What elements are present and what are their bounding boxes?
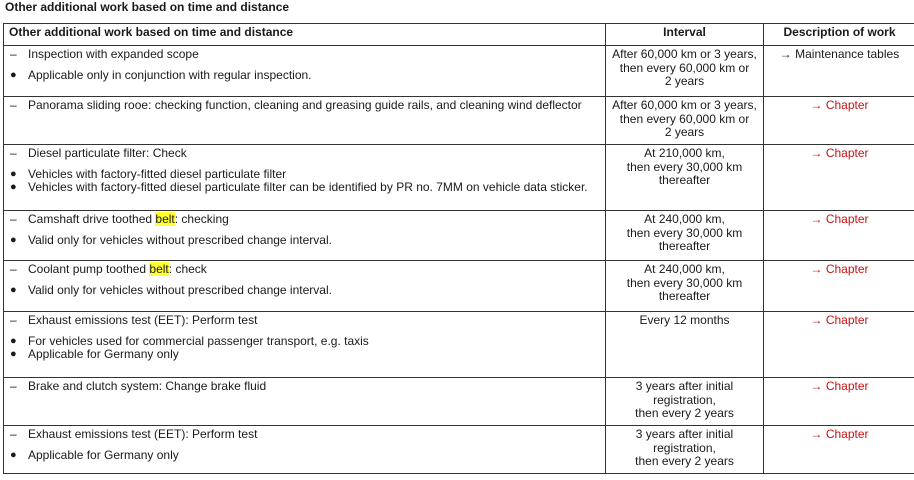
dash-marker: – — [10, 262, 17, 276]
note-text: Valid only for vehicles without prescribed change interval. — [28, 282, 332, 297]
table-row — [4, 312, 914, 378]
interval-line: then every 2 years — [635, 454, 734, 468]
interval-line: registration, — [653, 392, 716, 407]
description-cell — [764, 145, 914, 211]
interval-line: 2 years — [664, 74, 705, 88]
interval-line: then every 30,000 km — [626, 159, 743, 174]
task-text-end: : checking — [174, 212, 229, 226]
interval-cell — [606, 145, 764, 211]
interval-line: After 60,000 km or 3 years, — [612, 98, 757, 112]
task-text-end: : check — [168, 262, 207, 276]
highlighted-term: belt — [149, 262, 169, 276]
description-cell — [764, 426, 914, 474]
interval-line: Every 12 months — [639, 313, 730, 327]
task-text: Brake and clutch system: Change brake fluid — [28, 379, 267, 393]
bullet-icon: ● — [10, 181, 17, 193]
note-text: Applicable for Germany only — [28, 447, 179, 462]
interval-line: At 210,000 km, — [644, 146, 725, 160]
bullet-icon: ● — [10, 334, 17, 347]
description-cell — [764, 312, 914, 378]
dash-marker: – — [10, 427, 17, 441]
dash-marker: – — [10, 212, 17, 226]
maintenance-tables-link[interactable]: → Maintenance tables — [779, 47, 900, 61]
dash-marker: – — [10, 146, 17, 160]
interval-line: thereafter — [658, 173, 711, 187]
header-interval: Interval — [606, 24, 764, 46]
interval-cell — [606, 378, 764, 426]
task-text: Exhaust emissions test (EET): Perform test — [28, 427, 258, 441]
note-text: For vehicles used for commercial passenger transport, e.g. taxis — [28, 333, 369, 348]
task-text: Inspection with expanded scope — [28, 47, 199, 61]
interval-line: thereafter — [658, 239, 711, 253]
work-cell — [4, 211, 606, 261]
work-cell — [4, 378, 606, 426]
work-cell — [4, 145, 606, 211]
description-cell — [764, 378, 914, 426]
work-cell — [4, 312, 606, 378]
interval-line: 2 years — [664, 125, 705, 139]
page-heading: Other additional work based on time and distance — [5, 0, 290, 14]
task-text: Diesel particulate filter: Check — [28, 146, 187, 160]
description-cell — [764, 97, 914, 145]
bullet-icon: ● — [10, 283, 17, 296]
interval-cell — [606, 312, 764, 378]
interval-line: then every 30,000 km — [626, 275, 743, 290]
table-row — [4, 378, 914, 426]
maintenance-work-table — [3, 23, 914, 474]
dash-marker: – — [10, 379, 17, 393]
task-text: Panorama sliding rooe: checking function, cleaning and greasing guide rails, and cleaning wind deflector — [28, 98, 582, 112]
bullet-icon: ● — [10, 348, 17, 360]
description-cell — [764, 46, 914, 97]
work-cell — [4, 426, 606, 474]
task-text: Exhaust emissions test (EET): Perform test — [28, 313, 258, 327]
chapter-link[interactable]: → Chapter — [810, 262, 869, 276]
interval-cell — [606, 46, 764, 97]
chapter-link[interactable]: → Chapter — [810, 212, 869, 226]
task-text — [28, 213, 229, 227]
interval-line: At 240,000 km, — [644, 262, 725, 276]
task-text-start: Coolant pump toothed — [28, 262, 150, 276]
chapter-link[interactable]: → Chapter — [810, 98, 869, 112]
interval-line: then every 2 years — [635, 406, 734, 420]
interval-line: 3 years after initial — [635, 427, 734, 441]
chapter-link[interactable]: → Chapter — [810, 146, 869, 160]
interval-line: After 60,000 km or 3 years, — [612, 47, 757, 61]
description-cell — [764, 261, 914, 312]
header-description: Description of work — [764, 24, 914, 46]
dash-marker: – — [10, 47, 17, 61]
work-cell — [4, 46, 606, 97]
work-cell — [4, 97, 606, 145]
table-header-row — [4, 24, 914, 46]
note-text: Vehicles with factory-fitted diesel particulate filter can be identified by PR no. 7MM on vehicle data sticker. — [28, 180, 588, 194]
interval-line: thereafter — [658, 289, 711, 303]
work-cell — [4, 261, 606, 312]
bullet-icon: ● — [10, 68, 17, 81]
note-text: Applicable only in conjunction with regular inspection. — [28, 67, 312, 82]
bullet-icon: ● — [10, 167, 17, 180]
interval-line: then every 60,000 km or — [619, 111, 750, 126]
table-row — [4, 261, 914, 312]
chapter-link[interactable]: → Chapter — [810, 427, 869, 441]
dash-marker: – — [10, 313, 17, 327]
table-row — [4, 426, 914, 474]
bullet-icon: ● — [10, 233, 17, 246]
table-row — [4, 97, 914, 145]
interval-line: then every 60,000 km or — [619, 60, 750, 75]
table-row — [4, 46, 914, 97]
chapter-link[interactable]: → Chapter — [810, 313, 869, 327]
task-text-start: Camshaft drive toothed — [28, 212, 156, 226]
interval-cell — [606, 261, 764, 312]
interval-cell — [606, 426, 764, 474]
dash-marker: – — [10, 98, 17, 112]
task-text — [28, 263, 207, 277]
highlighted-term: belt — [155, 212, 175, 226]
header-work: Other additional work based on time and distance — [4, 24, 606, 46]
interval-cell — [606, 211, 764, 261]
chapter-link[interactable]: → Chapter — [810, 379, 869, 393]
table-row — [4, 145, 914, 211]
bullet-icon: ● — [10, 448, 17, 461]
table-row — [4, 211, 914, 261]
note-text: Vehicles with factory-fitted diesel particulate filter — [28, 166, 287, 181]
note-text: Applicable for Germany only — [28, 347, 179, 361]
interval-line: 3 years after initial — [635, 379, 734, 393]
interval-cell — [606, 97, 764, 145]
note-text: Valid only for vehicles without prescribed change interval. — [28, 232, 332, 247]
interval-line: At 240,000 km, — [644, 212, 725, 226]
description-cell — [764, 211, 914, 261]
interval-line: registration, — [653, 440, 716, 455]
interval-line: then every 30,000 km — [626, 225, 743, 240]
